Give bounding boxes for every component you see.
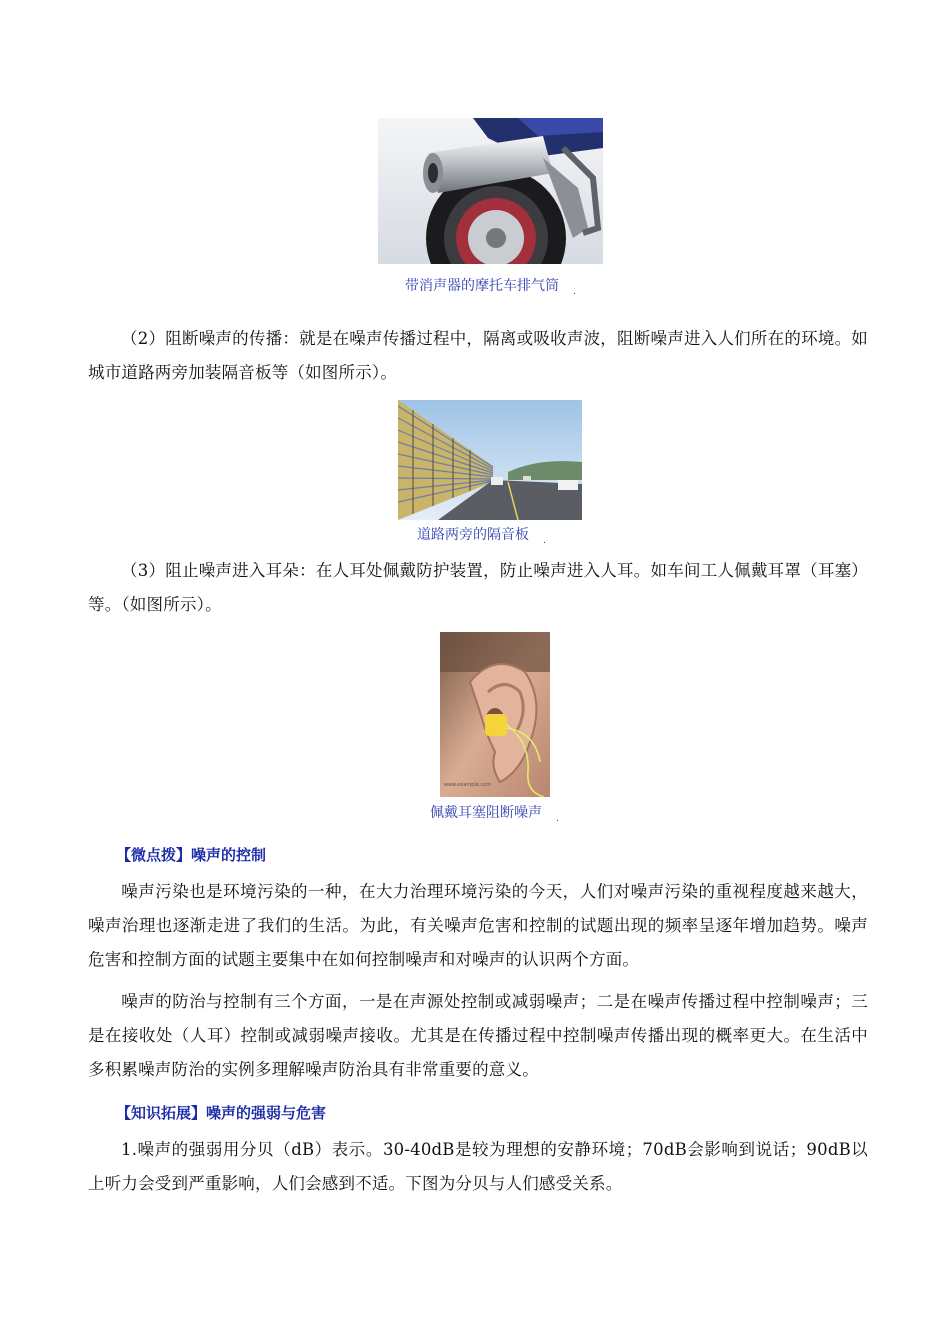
earplug-caption <box>430 802 559 824</box>
paragraph-2-text: （2）阻断噪声的传播：就是在噪声传播过程中，隔离或吸收声波，阻断噪声进入人们所在的环境。如城市道路两旁加装隔音板等（如图所示）。 <box>88 329 868 382</box>
extension-heading <box>116 1102 326 1123</box>
paragraph-3 <box>88 554 868 622</box>
extension-heading-text: 【知识拓展】噪声的强弱与危害 <box>116 1104 327 1122</box>
earplug-photo <box>440 632 550 797</box>
motorcycle-caption <box>405 275 576 297</box>
paragraph-3-text: （3）阻止噪声进入耳朵：在人耳处佩戴防护装置，防止噪声进入人耳。如车间工人佩戴耳罩（耳塞）等。（如图所示）。 <box>88 561 868 614</box>
paragraph-mark: . <box>543 536 546 546</box>
noise-barrier-caption <box>417 524 546 546</box>
tip-paragraph-1-text: 噪声污染也是环境污染的一种，在大力治理环境污染的今天，人们对噪声污染的重视程度越来越大，噪声治理也逐渐走进了我们的生活。为此，有关噪声危害和控制的试题出现的频率呈逐年增加趋势。噪声危害和控制方面的试题主要集中在如何控制噪声和对噪声的认识两个方面。 <box>88 882 868 969</box>
earplug-watermark: www.example.com <box>444 782 492 788</box>
noise-barrier-caption-text: 道路两旁的隔音板 <box>417 527 529 543</box>
motorcycle-caption-text: 带消声器的摩托车排气筒 <box>405 278 559 294</box>
extension-paragraph-1-text: 1.噪声的强弱用分贝（dB）表示。30-40dB是较为理想的安静环境；70dB会影响到说话；90dB以上听力会受到严重影响，人们会感到不适。下图为分贝与人们感受关系。 <box>88 1140 868 1193</box>
earplug-caption-text: 佩戴耳塞阻断噪声 <box>430 805 542 821</box>
motorcycle-exhaust-photo <box>378 118 603 264</box>
noise-barrier-photo <box>398 400 582 520</box>
tip-heading <box>116 844 266 865</box>
paragraph-mark: . <box>573 287 576 297</box>
paragraph-2 <box>88 322 868 390</box>
paragraph-mark: . <box>556 814 559 824</box>
tip-paragraph-2 <box>88 985 868 1087</box>
tip-paragraph-2-text: 噪声的防治与控制有三个方面，一是在声源处控制或减弱噪声；二是在噪声传播过程中控制噪声；三是在接收处（人耳）控制或减弱噪声接收。尤其是在传播过程中控制噪声传播出现的概率更大。在生活中多积累噪声防治的实例多理解噪声防治具有非常重要的意义。 <box>88 992 868 1079</box>
tip-paragraph-1 <box>88 875 868 977</box>
extension-paragraph-1 <box>88 1133 868 1201</box>
tip-heading-text: 【微点拨】噪声的控制 <box>116 846 267 864</box>
